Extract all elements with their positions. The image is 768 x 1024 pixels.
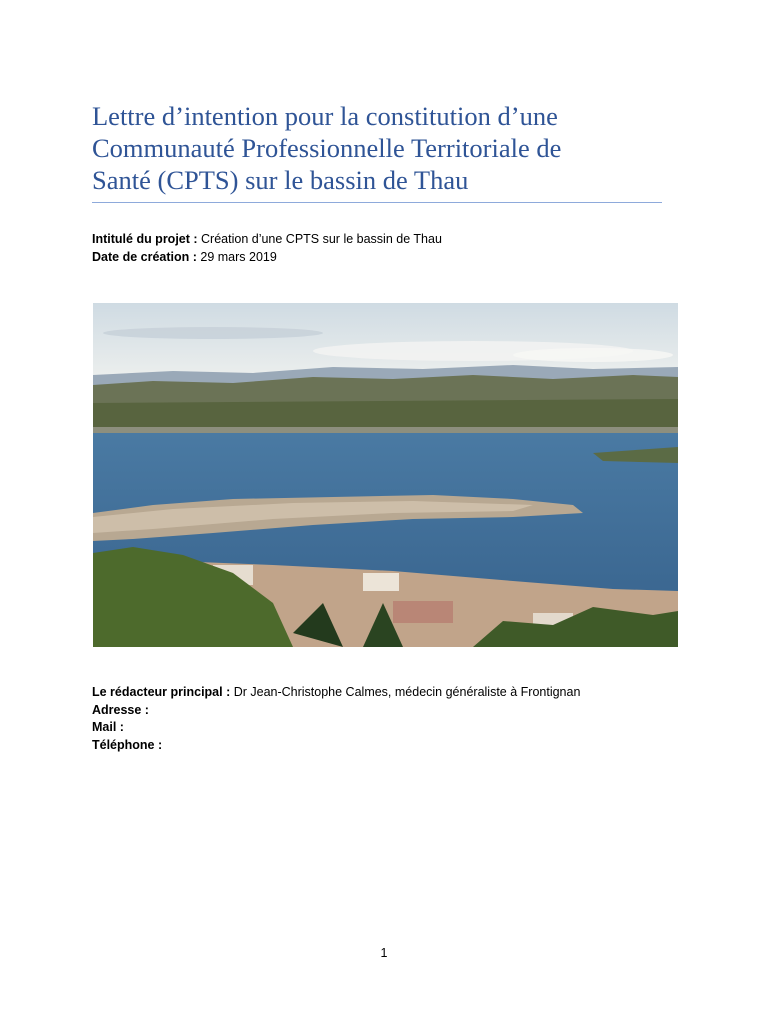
title-line-3: Santé (CPTS) sur le bassin de Thau <box>92 165 469 195</box>
thau-lagoon-photo <box>93 303 678 647</box>
author-line <box>92 684 580 701</box>
creation-date-label: Date de création : <box>92 250 197 264</box>
project-label: Intitulé du projet : <box>92 232 198 246</box>
creation-date-line <box>92 249 277 266</box>
author-value: Dr Jean-Christophe Calmes, médecin généraliste à Frontignan <box>230 685 581 699</box>
mail-line <box>92 719 124 736</box>
mail-label: Mail : <box>92 720 124 734</box>
project-value: Création d’une CPTS sur le bassin de Thau <box>197 232 442 246</box>
phone-label: Téléphone : <box>92 738 163 752</box>
title-line-2: Communauté Professionnelle Territoriale de <box>92 133 562 163</box>
creation-date-value: 29 mars 2019 <box>196 250 277 264</box>
document-title <box>92 100 672 196</box>
author-label: Le rédacteur principal : <box>92 685 231 699</box>
title-line-1: Lettre d’intention pour la constitution d’une <box>92 101 558 131</box>
address-label: Adresse : <box>92 703 149 717</box>
lagoon-landscape-illustration <box>93 303 678 647</box>
address-line <box>92 702 149 719</box>
title-underline <box>92 202 662 203</box>
page-number: 1 <box>380 946 388 960</box>
project-line <box>92 231 442 248</box>
phone-line <box>92 737 162 754</box>
